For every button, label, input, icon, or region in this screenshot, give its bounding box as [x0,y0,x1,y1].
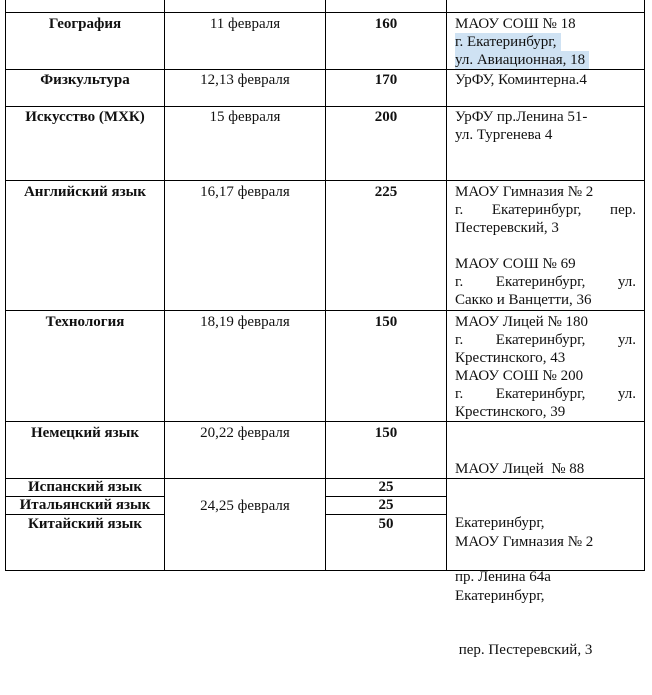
place-cell [455,313,636,421]
count-cell: 25 [378,497,394,513]
count-cell: 225 [374,184,398,200]
subject-cell: Китайский язык [27,516,143,532]
place-cell [455,15,639,69]
date-cell: 18,19 февраля [200,314,290,330]
subrow-divider [5,514,165,515]
place-cell [455,71,639,89]
subject-cell: Итальянский язык [19,497,151,513]
place-line-selected: ул. Авиационная, 18 [455,51,589,69]
subject-cell: География [48,16,122,32]
place-line: Крестинского, 43 [455,350,566,366]
place-line: г. Екатеринбург, ул. [455,332,636,348]
subject-cell: Искусство (МХК) [25,109,145,125]
date-cell: 11 февраля [209,16,281,32]
place-line: Екатеринбург, [455,588,545,604]
date-cell: 20,22 февраля [200,425,290,441]
row-divider [5,421,645,422]
row-divider [5,106,645,107]
count-cell: 170 [374,72,398,88]
count-cell: 150 [374,425,398,441]
place-line: МАОУ СОШ № 200 [455,368,584,384]
subject-cell: Физкультура [40,72,130,88]
date-cell: 16,17 февраля [200,184,290,200]
date-cell: 24,25 февраля [200,498,290,514]
place-line: МАОУ СОШ № 69 [455,256,576,272]
place-line: Пестеревский, 3 [455,220,559,236]
place-cell [455,183,636,309]
subject-cell: Немецкий язык [30,425,140,441]
count-cell: 160 [374,16,398,32]
place-line-selected: г. Екатеринбург, [455,33,561,51]
row-divider [5,180,645,181]
place-line: МАОУ СОШ № 18 [455,16,576,32]
count-cell: 50 [378,516,394,532]
place-line: Крестинского, 39 [455,404,566,420]
subject-cell: Испанский язык [28,479,142,495]
place-blank-line [455,237,636,255]
date-cell: 15 февраля [209,109,281,125]
count-cell: 200 [374,109,398,125]
table-border-right [644,0,645,571]
place-line: Сакко и Ванцетти, 36 [455,292,592,308]
place-cell [455,497,639,695]
count-cell: 25 [378,479,394,495]
subject-cell: Технология [45,314,125,330]
place-line: пер. Пестеревский, 3 [455,642,593,658]
place-line: г. Екатеринбург, ул. [455,274,636,290]
place-line: МАОУ Лицей № 88 [455,461,585,477]
row-divider [5,310,645,311]
place-line: ул. Тургенева 4 [455,127,553,143]
place-line: Екатеринбург, [455,515,545,531]
row-divider [5,12,645,13]
place-line: УрФУ, Коминтерна.4 [455,72,587,88]
row-divider [5,69,645,70]
subject-cell: Английский язык [23,184,147,200]
place-line: пр. Ленина 64а [455,569,551,585]
subrow-divider [325,514,447,515]
date-cell: 12,13 февраля [200,72,290,88]
place-cell [455,108,639,144]
count-cell: 150 [374,314,398,330]
place-line: УрФУ пр.Ленина 51- [455,109,588,125]
place-line: МАОУ Лицей № 180 [455,314,589,330]
place-line: г. Екатеринбург, ул. [455,386,636,402]
place-line: МАОУ Гимназия № 2 [455,184,594,200]
place-line: МАОУ Гимназия № 2 [455,534,594,550]
place-line: г. Екатеринбург, пер. [455,202,636,218]
table-column-divider [446,0,447,571]
